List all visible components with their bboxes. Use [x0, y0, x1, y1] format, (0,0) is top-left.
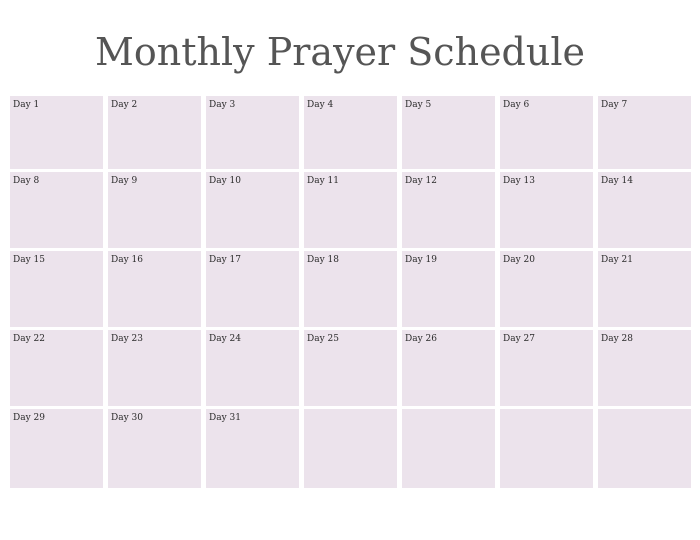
- day-cell[interactable]: [500, 172, 593, 248]
- day-label: Day 1: [13, 100, 40, 110]
- day-cell[interactable]: [108, 251, 201, 327]
- day-label: Day 16: [111, 255, 143, 265]
- day-label: Day 11: [307, 176, 339, 186]
- day-cell[interactable]: [402, 251, 495, 327]
- day-label: Day 4: [307, 100, 334, 110]
- day-label: Day 12: [405, 176, 437, 186]
- day-label: Day 9: [111, 176, 138, 186]
- day-label: Day 15: [13, 255, 45, 265]
- day-cell[interactable]: [108, 96, 201, 169]
- day-cell[interactable]: [206, 330, 299, 406]
- day-cell[interactable]: [10, 409, 103, 488]
- day-cell[interactable]: [108, 330, 201, 406]
- day-label: Day 21: [601, 255, 633, 265]
- day-cell[interactable]: [206, 172, 299, 248]
- day-label: Day 8: [13, 176, 40, 186]
- day-label: Day 17: [209, 255, 241, 265]
- day-cell[interactable]: [304, 172, 397, 248]
- day-label: Day 13: [503, 176, 535, 186]
- day-cell[interactable]: [304, 330, 397, 406]
- day-label: Day 27: [503, 334, 535, 344]
- day-cell[interactable]: [598, 96, 691, 169]
- day-label: Day 20: [503, 255, 535, 265]
- day-label: Day 24: [209, 334, 241, 344]
- day-label: Day 30: [111, 413, 143, 423]
- day-cell[interactable]: [10, 96, 103, 169]
- calendar-grid: [10, 96, 691, 486]
- day-cell[interactable]: [500, 409, 593, 488]
- day-cell[interactable]: [108, 409, 201, 488]
- day-label: Day 5: [405, 100, 432, 110]
- day-cell[interactable]: [206, 96, 299, 169]
- day-cell[interactable]: [402, 409, 495, 488]
- day-cell[interactable]: [598, 172, 691, 248]
- day-label: Day 2: [111, 100, 138, 110]
- day-cell[interactable]: [10, 172, 103, 248]
- day-cell[interactable]: [598, 251, 691, 327]
- day-cell[interactable]: [598, 409, 691, 488]
- day-label: Day 18: [307, 255, 339, 265]
- day-label: Day 10: [209, 176, 241, 186]
- day-label: Day 7: [601, 100, 628, 110]
- day-label: Day 19: [405, 255, 437, 265]
- day-cell[interactable]: [500, 251, 593, 327]
- day-cell[interactable]: [108, 172, 201, 248]
- day-cell[interactable]: [402, 330, 495, 406]
- day-cell[interactable]: [206, 251, 299, 327]
- day-cell[interactable]: [304, 409, 397, 488]
- day-label: Day 6: [503, 100, 530, 110]
- day-label: Day 22: [13, 334, 45, 344]
- day-cell[interactable]: [402, 172, 495, 248]
- day-label: Day 26: [405, 334, 437, 344]
- day-label: Day 14: [601, 176, 633, 186]
- day-cell[interactable]: [402, 96, 495, 169]
- day-cell[interactable]: [598, 330, 691, 406]
- day-cell[interactable]: [10, 330, 103, 406]
- day-cell[interactable]: [500, 330, 593, 406]
- day-label: Day 28: [601, 334, 633, 344]
- day-label: Day 31: [209, 413, 241, 423]
- day-cell[interactable]: [304, 96, 397, 169]
- day-label: Day 29: [13, 413, 45, 423]
- day-cell[interactable]: [304, 251, 397, 327]
- day-cell[interactable]: [10, 251, 103, 327]
- day-label: Day 25: [307, 334, 339, 344]
- day-label: Day 3: [209, 100, 236, 110]
- day-cell[interactable]: [206, 409, 299, 488]
- page-title: Monthly Prayer Schedule: [94, 30, 585, 74]
- day-label: Day 23: [111, 334, 143, 344]
- day-cell[interactable]: [500, 96, 593, 169]
